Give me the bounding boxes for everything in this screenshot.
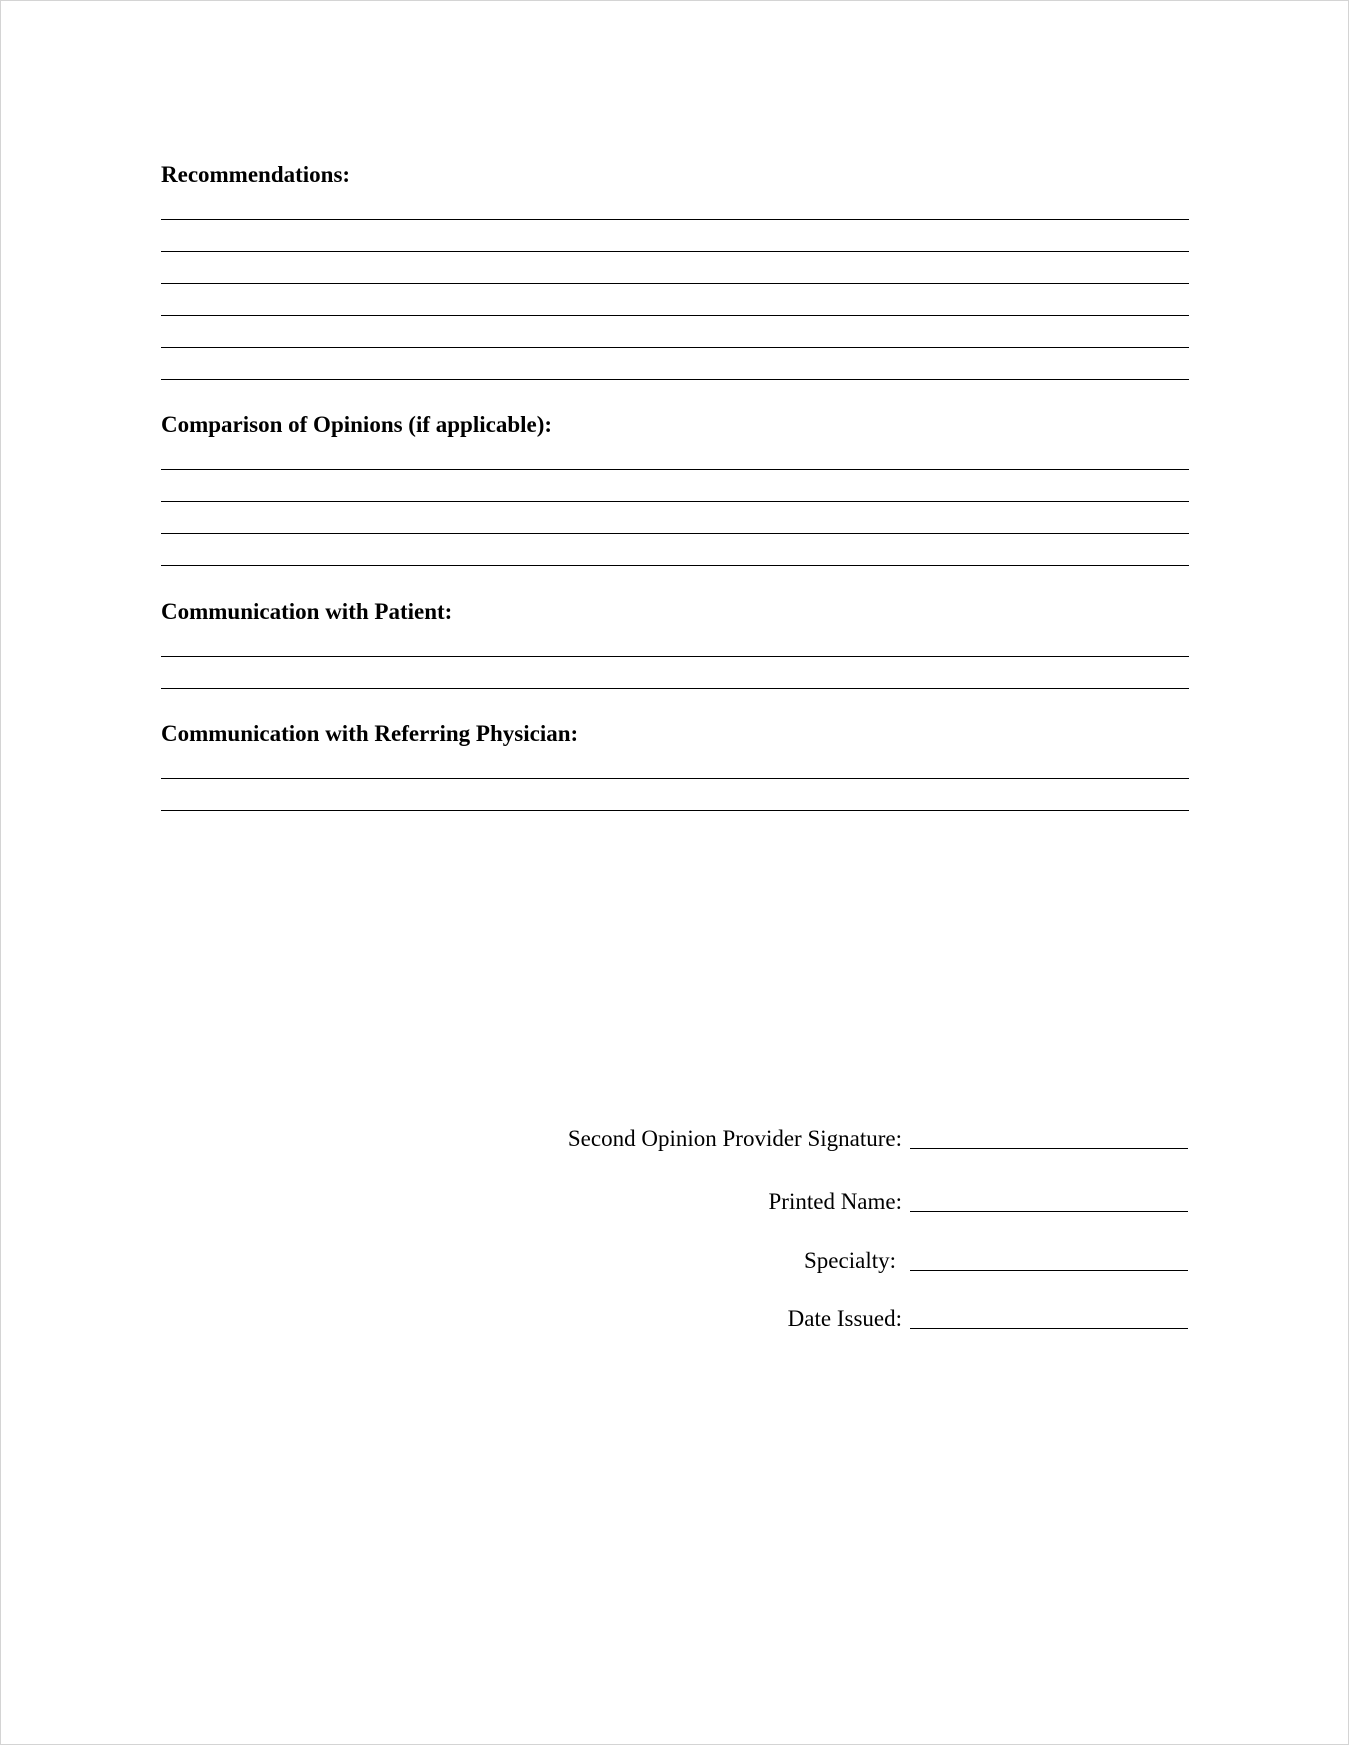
patient-communication-heading: Communication with Patient:	[161, 599, 453, 624]
comparison-line[interactable]	[161, 533, 1189, 534]
recommendations-line[interactable]	[161, 219, 1189, 220]
printed-name-label: Printed Name:	[768, 1189, 902, 1214]
comparison-line[interactable]	[161, 469, 1189, 470]
physician-communication-heading: Communication with Referring Physician:	[161, 721, 579, 746]
patient-communication-line[interactable]	[161, 656, 1189, 657]
comparison-line[interactable]	[161, 501, 1189, 502]
provider-signature-field[interactable]	[910, 1148, 1188, 1149]
specialty-label: Specialty:	[804, 1248, 896, 1273]
comparison-section	[161, 411, 1189, 439]
recommendations-line[interactable]	[161, 251, 1189, 252]
recommendations-line[interactable]	[161, 347, 1189, 348]
printed-name-field[interactable]	[910, 1211, 1188, 1212]
recommendations-line[interactable]	[161, 315, 1189, 316]
patient-communication-section	[161, 598, 1189, 626]
patient-communication-line[interactable]	[161, 688, 1189, 689]
physician-communication-section	[161, 720, 1189, 748]
recommendations-heading: Recommendations:	[161, 162, 351, 187]
physician-communication-line[interactable]	[161, 778, 1189, 779]
specialty-field[interactable]	[910, 1270, 1188, 1271]
date-issued-label: Date Issued:	[787, 1306, 902, 1331]
specialty-row	[804, 1247, 1188, 1275]
recommendations-line[interactable]	[161, 283, 1189, 284]
comparison-line[interactable]	[161, 565, 1189, 566]
physician-communication-line[interactable]	[161, 810, 1189, 811]
date-issued-field[interactable]	[910, 1328, 1188, 1329]
provider-signature-row	[568, 1125, 1188, 1153]
recommendations-section	[161, 161, 1189, 189]
comparison-heading: Comparison of Opinions (if applicable):	[161, 412, 553, 437]
printed-name-row	[769, 1188, 1189, 1216]
provider-signature-label: Second Opinion Provider Signature:	[567, 1126, 902, 1151]
recommendations-line[interactable]	[161, 379, 1189, 380]
date-issued-row	[788, 1305, 1188, 1333]
